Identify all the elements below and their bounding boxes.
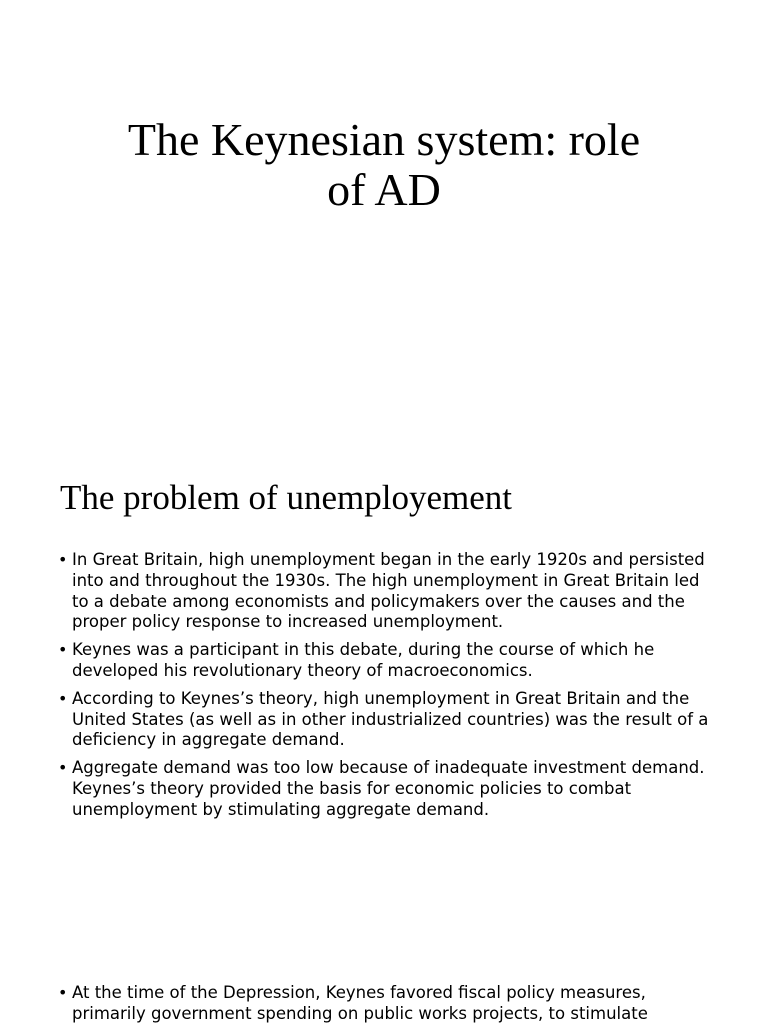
bullet-item — [58, 689, 718, 751]
bullet-text: Aggregate demand was too low because of inadequate investment demand. Keynes’s theory provided the basis for economic policies to combat unemployment by stimulating aggregate demand. — [72, 758, 705, 819]
bullet-item — [58, 758, 718, 820]
bullet-dot-icon: • — [58, 640, 68, 660]
bullet-item — [58, 640, 718, 682]
slide-title-line-1: The Keynesian system: role — [127, 114, 641, 165]
slide-title — [0, 115, 768, 215]
section-heading: The problem of unemployement — [60, 478, 512, 517]
bullet-item — [58, 983, 718, 1024]
slide-title-line-2: of AD — [327, 164, 441, 215]
bullet-dot-icon: • — [58, 550, 68, 569]
bullet-text: According to Keynes’s theory, high unemployment in Great Britain and the United States (as well as in other industrialized countries) was the result of a deficiency in aggregate demand. — [72, 688, 709, 750]
bullet-list — [58, 550, 718, 828]
bullet-dot-icon: • — [58, 758, 68, 778]
bullet-dot-icon: • — [58, 688, 68, 708]
bullet-text: In Great Britain, high unemployment began in the early 1920s and persisted into and throughout the 1930s. The high unemployment in Great Britain led to a debate among economists and policymakers over the causes and the proper policy response to increased unemployment. — [72, 550, 705, 632]
bullet-text: Keynes was a participant in this debate, during the course of which he developed his revolutionary theory of macroeconomics. — [72, 640, 655, 680]
bullet-item — [58, 550, 718, 633]
next-bullet-list — [58, 983, 718, 1024]
bullet-text: At the time of the Depression, Keynes favored fiscal policy measures, primarily government spending on public works projects, to stimulate — [72, 983, 648, 1023]
bullet-dot-icon: • — [58, 983, 68, 1002]
